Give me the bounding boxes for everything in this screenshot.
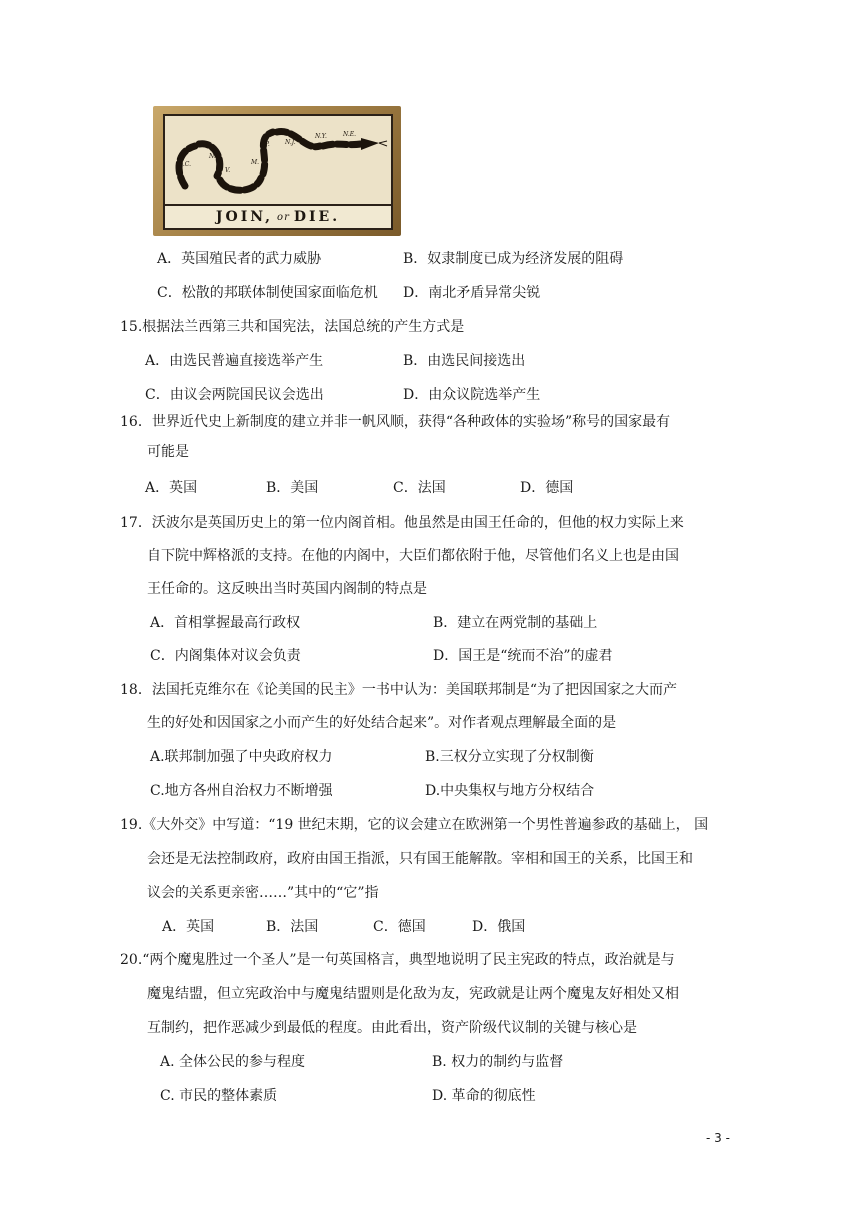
q19-option-b: B．法国 <box>266 919 319 935</box>
q17-stem-line3: 王任命的。这反映出当时英国内阁制的特点是 <box>147 581 427 597</box>
q17-option-a: A．首相掌握最高行政权 <box>150 615 301 631</box>
q20-option-b: B. 权力的制约与监督 <box>432 1054 564 1070</box>
q20-option-d: D. 革命的彻底性 <box>432 1088 536 1104</box>
q18-option-c: C.地方各州自治权力不断增强 <box>150 783 333 799</box>
q17-option-c: C．内阁集体对议会负责 <box>150 648 301 664</box>
q15-option-b: B．由选民间接选出 <box>403 353 526 369</box>
q19-option-a: A．英国 <box>162 919 215 935</box>
svg-text:N.E.: N.E. <box>343 131 357 138</box>
q20-stem-line1: 20.“两个魔鬼胜过一个圣人”是一句英国格言，典型地说明了民主宪政的特点，政治就是与 <box>120 952 675 968</box>
q19-option-c: C．德国 <box>373 919 426 935</box>
svg-text:M.: M. <box>251 159 260 166</box>
q19-option-d: D．俄国 <box>472 919 526 935</box>
svg-text:N.C.: N.C. <box>209 153 223 160</box>
q17-stem-line1: 17．沃波尔是英国历史上的第一位内阁首相。他虽然是由国王任命的，但他的权力实际上来 <box>120 515 684 531</box>
svg-text:V.: V. <box>225 167 231 174</box>
q14-option-c: C．松散的邦联体制使国家面临危机 <box>157 285 378 301</box>
q16-option-d: D．德国 <box>520 480 574 496</box>
q17-option-d: D．国王是“统而不治”的虚君 <box>433 648 613 664</box>
q16-option-a: A．英国 <box>145 480 198 496</box>
q14-option-b: B．奴隶制度已成为经济发展的阻碍 <box>403 251 624 267</box>
q18-stem-line1: 18．法国托克维尔在《论美国的民主》一书中认为：美国联邦制是“为了把因国家之大而产 <box>120 682 677 698</box>
cartoon-frame <box>163 114 393 230</box>
cartoon-caption <box>165 204 391 228</box>
q19-stem-line1: 19.《大外交》中写道：“19 世纪末期，它的议会建立在欧洲第一个男性普遍参政的基础上， 国 <box>120 817 709 833</box>
q17-option-b: B．建立在两党制的基础上 <box>433 615 598 631</box>
caption-die: DIE. <box>293 209 341 225</box>
q14-option-a: A．英国殖民者的武力威胁 <box>157 251 322 267</box>
q18-option-b: B.三权分立实现了分权制衡 <box>425 749 594 765</box>
q15-option-d: D．由众议院选举产生 <box>403 387 541 403</box>
page-number: - 3 - <box>706 1131 730 1145</box>
svg-text:P.: P. <box>265 141 270 148</box>
q16-option-b: B．美国 <box>266 480 319 496</box>
q16-option-c: C．法国 <box>393 480 446 496</box>
caption-join: JOIN, <box>215 209 274 225</box>
caption-or: or <box>277 211 290 223</box>
q15-option-a: A．由选民普遍直接选举产生 <box>145 353 324 369</box>
svg-text:N.Y.: N.Y. <box>315 133 327 140</box>
q19-stem-line2: 会还是无法控制政府，政府由国王指派，只有国王能解散。宰相和国王的关系，比国王和 <box>147 851 693 867</box>
segmented-snake-illustration <box>165 116 391 204</box>
q19-stem-line3: 议会的关系更亲密……”其中的“它”指 <box>147 885 379 901</box>
svg-text:S.C.: S.C. <box>179 161 192 168</box>
join-or-die-cartoon <box>153 106 401 236</box>
q20-option-a: A. 全体公民的参与程度 <box>160 1054 306 1070</box>
q20-option-c: C. 市民的整体素质 <box>160 1088 278 1104</box>
q16-stem-line1: 16．世界近代史上新制度的建立并非一帆风顺，获得“各种政体的实验场”称号的国家最有 <box>120 414 671 430</box>
q20-stem-line3: 互制约，把作恶减少到最低的程度。由此看出，资产阶级代议制的关键与核心是 <box>147 1020 637 1036</box>
q14-option-d: D．南北矛盾异常尖锐 <box>403 285 541 301</box>
q20-stem-line2: 魔鬼结盟，但立宪政治中与魔鬼结盟则是化敌为友，宪政就是让两个魔鬼友好相处又相 <box>147 986 679 1002</box>
q16-stem-line2: 可能是 <box>147 444 189 460</box>
q18-option-a: A.联邦制加强了中央政府权力 <box>150 749 333 765</box>
q15-option-c: C．由议会两院国民议会选出 <box>145 387 324 403</box>
q18-option-d: D.中央集权与地方分权结合 <box>425 783 595 799</box>
q18-stem-line2: 生的好处和因国家之小而产生的好处结合起来”。对作者观点理解最全面的是 <box>147 715 617 731</box>
q15-stem: 15.根据法兰西第三共和国宪法，法国总统的产生方式是 <box>120 319 465 335</box>
svg-text:N.J.: N.J. <box>285 139 296 146</box>
q17-stem-line2: 自下院中辉格派的支持。在他的内阁中，大臣们都依附于他，尽管他们名义上也是由国 <box>147 548 679 564</box>
